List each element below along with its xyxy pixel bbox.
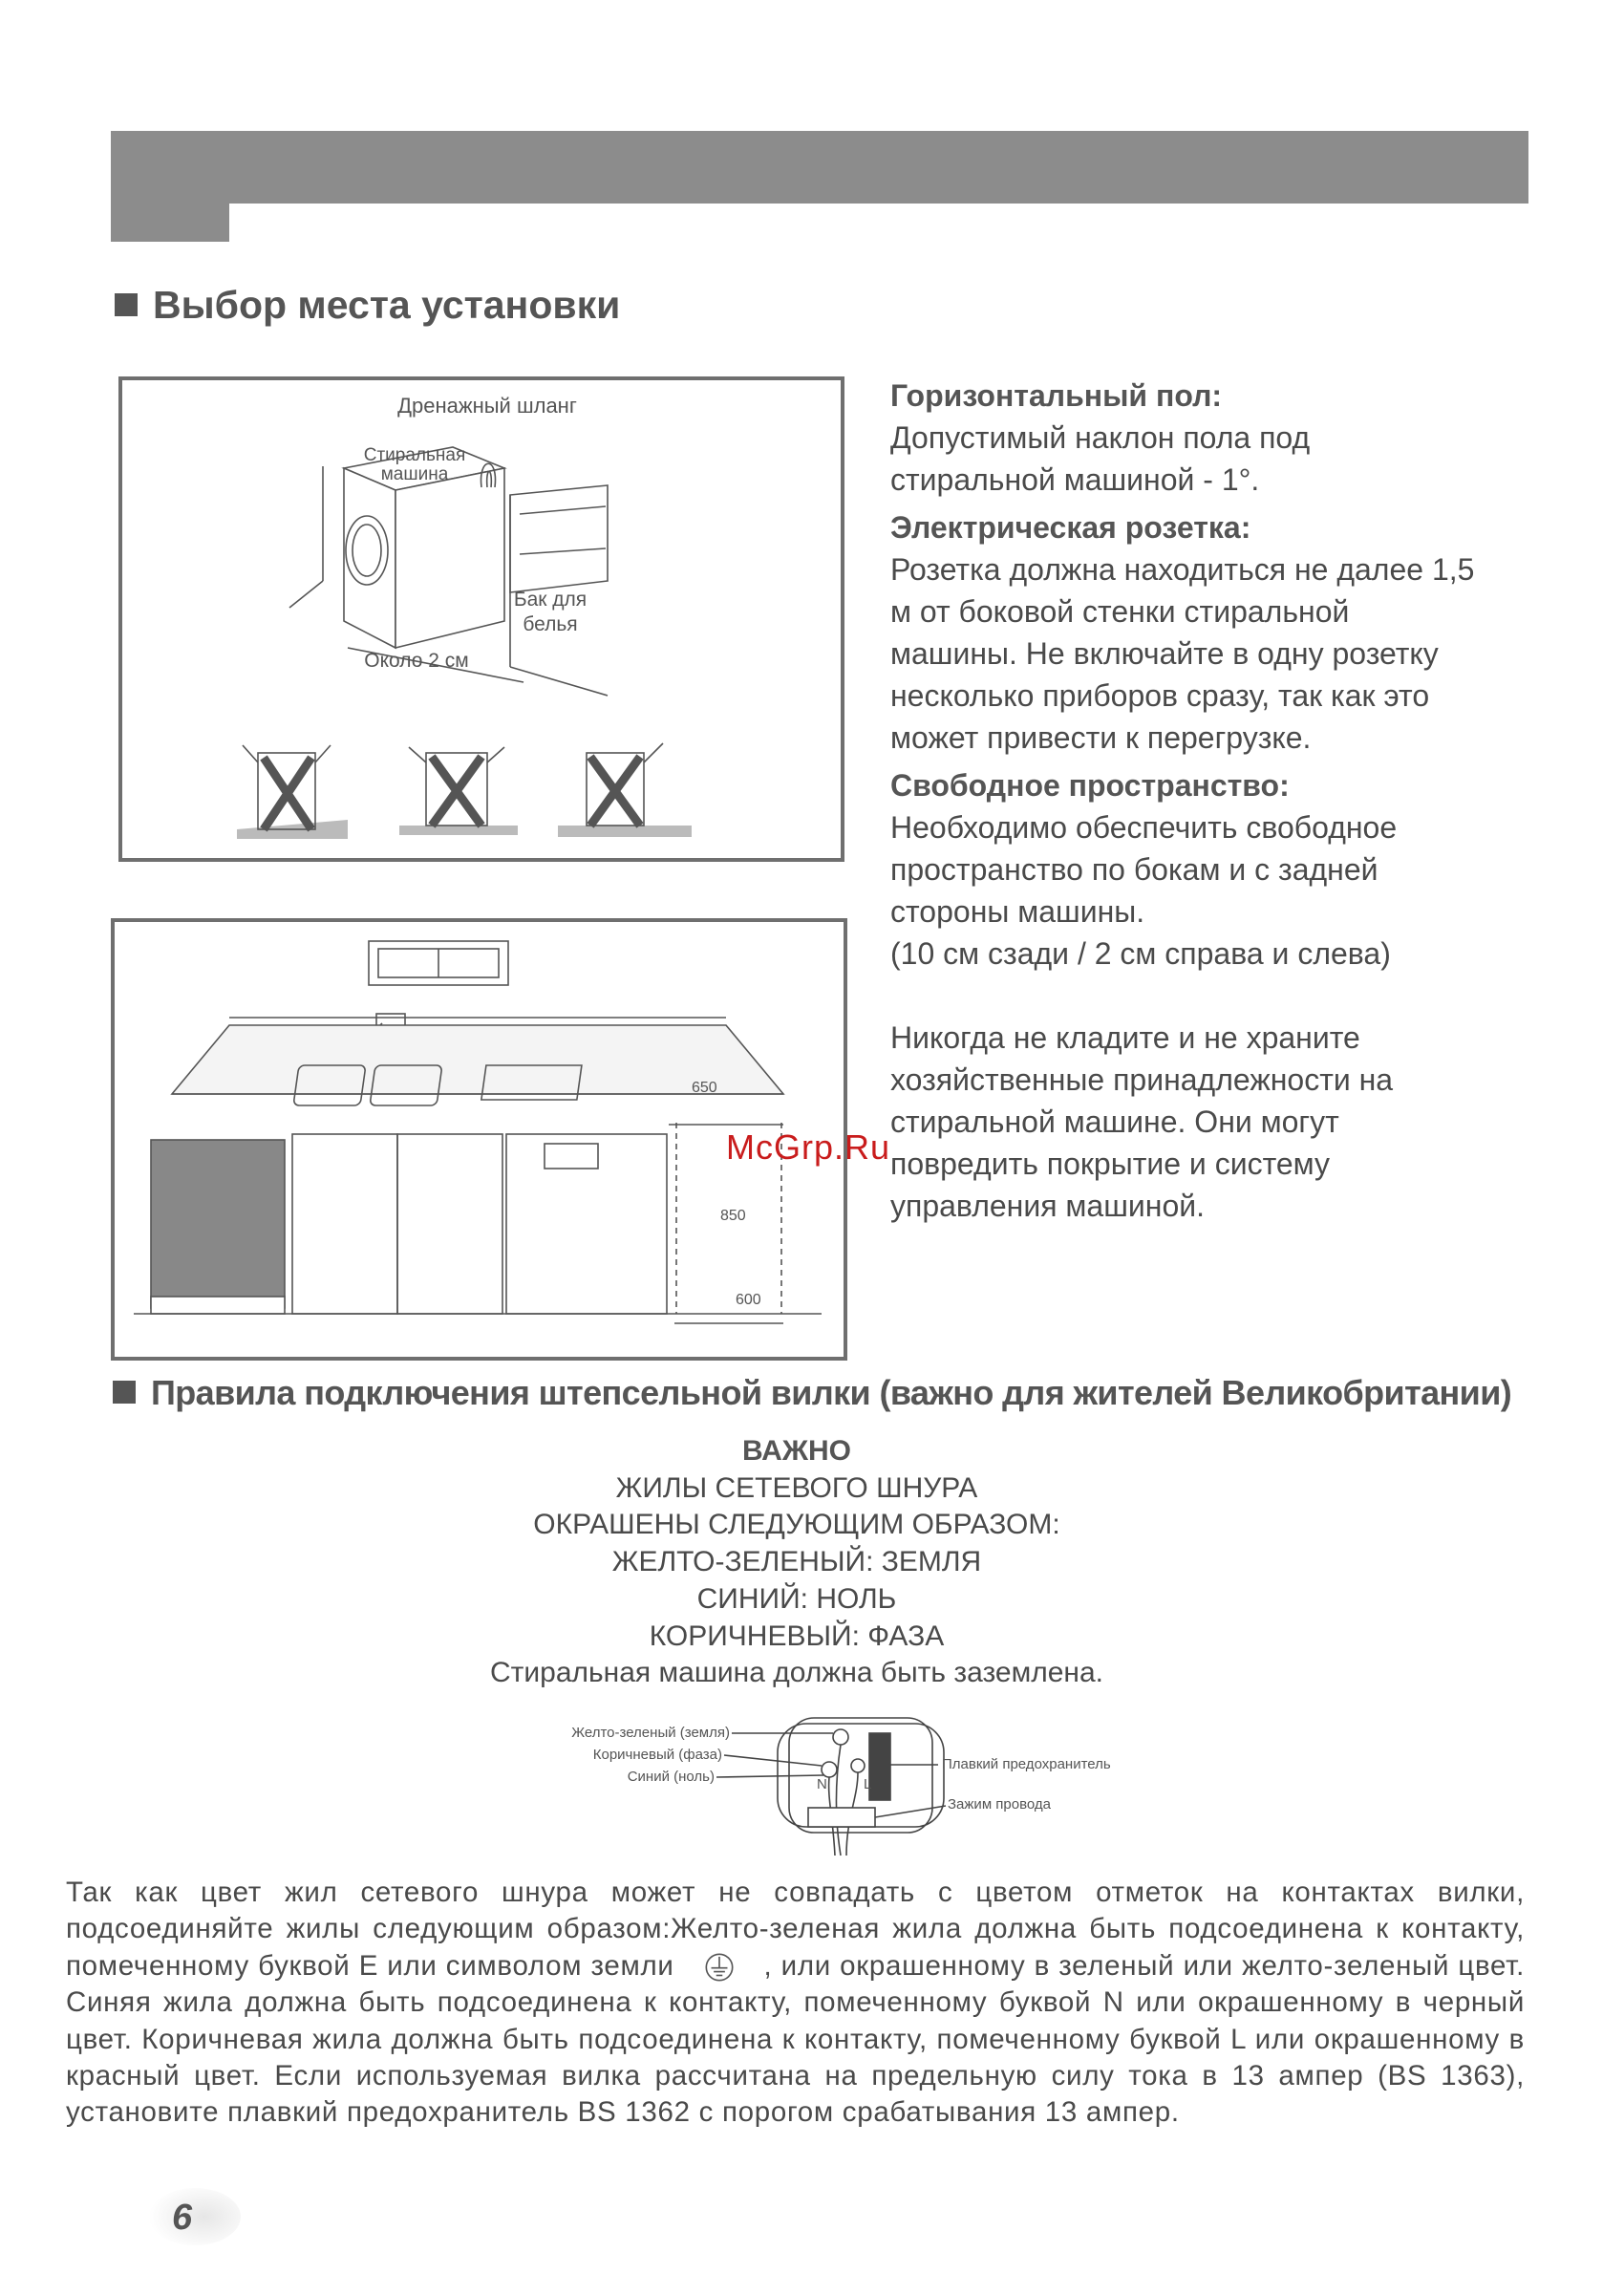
space-block: [890, 764, 1521, 975]
plug-label-neutral: Синий (ноль): [627, 1769, 715, 1785]
plug-wiring-diagram: [554, 1712, 1165, 1875]
page-number: 6: [172, 2198, 193, 2238]
plug-label-live: Коричневый (фаза): [592, 1747, 722, 1763]
note-line: стиральной машине. Они могут: [890, 1105, 1339, 1139]
wiring-instructions-paragraph: [66, 1875, 1525, 2132]
washer-placement-illustration: [122, 380, 841, 858]
section-title-plug-rules: [113, 1373, 1511, 1413]
dimension-850: 850: [720, 1208, 746, 1224]
note-line: Никогда не кладите и не храните: [890, 1020, 1360, 1055]
socket-line: Розетка должна находиться не далее 1,5: [890, 552, 1475, 587]
important-line: КОРИЧНЕВЫЙ: ФАЗА: [649, 1620, 945, 1652]
square-bullet-icon: [115, 293, 138, 316]
figure-washer-placement: [118, 376, 844, 862]
wrong-install-icon: [558, 743, 692, 837]
installation-requirements: [890, 375, 1521, 1227]
floor-line: стиральной машиной - 1°.: [890, 462, 1260, 497]
page-number-badge: [118, 2184, 243, 2249]
important-notice: [0, 1433, 1593, 1692]
dimension-650: 650: [692, 1080, 717, 1096]
label-gap-2cm: Около 2 см: [364, 650, 469, 672]
label-tub-line1: Бак для: [513, 589, 588, 611]
space-line: (10 см сзади / 2 см справа и слева): [890, 936, 1391, 971]
plug-letter-n: N: [817, 1776, 827, 1792]
earth-ground-icon: [697, 1953, 741, 1982]
note-line: повредить покрытие и систему: [890, 1147, 1331, 1181]
space-heading: Свободное пространство:: [890, 768, 1290, 803]
important-line: ЖЕЛТО-ЗЕЛЕНЫЙ: ЗЕМЛЯ: [611, 1546, 982, 1578]
important-title: ВАЖНО: [742, 1435, 851, 1467]
square-bullet-icon: [113, 1381, 136, 1404]
note-block: [890, 1017, 1521, 1227]
header-band-tab: [111, 204, 229, 242]
socket-line: несколько приборов сразу, так как это: [890, 678, 1430, 713]
socket-block: [890, 506, 1521, 759]
note-line: хозяйственные принадлежности на: [890, 1062, 1394, 1097]
label-tub-line2: белья: [523, 613, 578, 635]
header-band: [111, 131, 1528, 204]
wrong-install-icon: [399, 747, 518, 835]
dimension-600: 600: [736, 1292, 761, 1308]
plug-letter-l: L: [864, 1776, 872, 1792]
section-title-text: Правила подключения штепсельной вилки (важно для жителей Великобритании): [151, 1373, 1512, 1412]
watermark: McGrp.Ru: [726, 1127, 891, 1167]
label-drain-hose: Дренажный шланг: [397, 394, 577, 418]
space-line: Необходимо обеспечить свободное: [890, 810, 1398, 845]
space-line: стороны машины.: [890, 894, 1145, 929]
plug-label-earth: Желто-зеленый (земля): [571, 1725, 730, 1741]
important-line: Стиральная машина должна быть заземлена.: [490, 1657, 1103, 1689]
floor-block: [890, 375, 1521, 501]
paragraph-text-part1: Так как цвет жил сетевого шнура может не совпадать с цветом отметок на контактах вилки, подсоединяйте жилы следующим образом:Желто-зеленая жила должна быть подсоединена к контакту, помеченному буквой E или символом земли: [66, 1877, 1525, 1982]
socket-line: машины. Не включайте в одну розетку: [890, 636, 1439, 671]
plug-label-clamp: Зажим провода: [948, 1796, 1052, 1813]
socket-line: м от боковой стенки стиральной: [890, 594, 1350, 629]
section-title-text: Выбор места установки: [153, 283, 621, 327]
important-line: ОКРАШЕНЫ СЛЕДУЮЩИМ ОБРАЗОМ:: [533, 1509, 1060, 1541]
plug-label-fuse: Плавкий предохранитель: [942, 1756, 1111, 1772]
label-washer-line2: машина: [380, 464, 449, 484]
wrong-install-icon: [237, 745, 348, 839]
paragraph-text-part2: , или окрашенному в зеленый или желто-зеленый цвет. Синяя жила должна быть подсоединена к контакту, помеченному буквой N или окрашенному в черный цвет. Коричневая жила должна быть подсоединена к контакту, помеченному буквой L или окрашенному в красный цвет. Если используемая вилка рассчитана на предельную силу тока в 13 ампер (BS 1363), установите плавкий предохранитель BS 1362 с порогом срабатывания 13 ампер.: [66, 1949, 1525, 2129]
socket-heading: Электрическая розетка:: [890, 510, 1251, 545]
important-line: ЖИЛЫ СЕТЕВОГО ШНУРА: [615, 1471, 978, 1504]
floor-line: Допустимый наклон пола под: [890, 420, 1311, 455]
note-line: управления машиной.: [890, 1189, 1205, 1223]
important-line: СИНИЙ: НОЛЬ: [696, 1582, 897, 1615]
label-washer-line1: Стиральная: [363, 445, 466, 465]
socket-line: может привести к перегрузке.: [890, 720, 1312, 755]
floor-heading: Горизонтальный пол:: [890, 378, 1223, 413]
space-line: пространство по бокам и с задней: [890, 852, 1378, 887]
section-title-installation-place: [115, 283, 620, 328]
